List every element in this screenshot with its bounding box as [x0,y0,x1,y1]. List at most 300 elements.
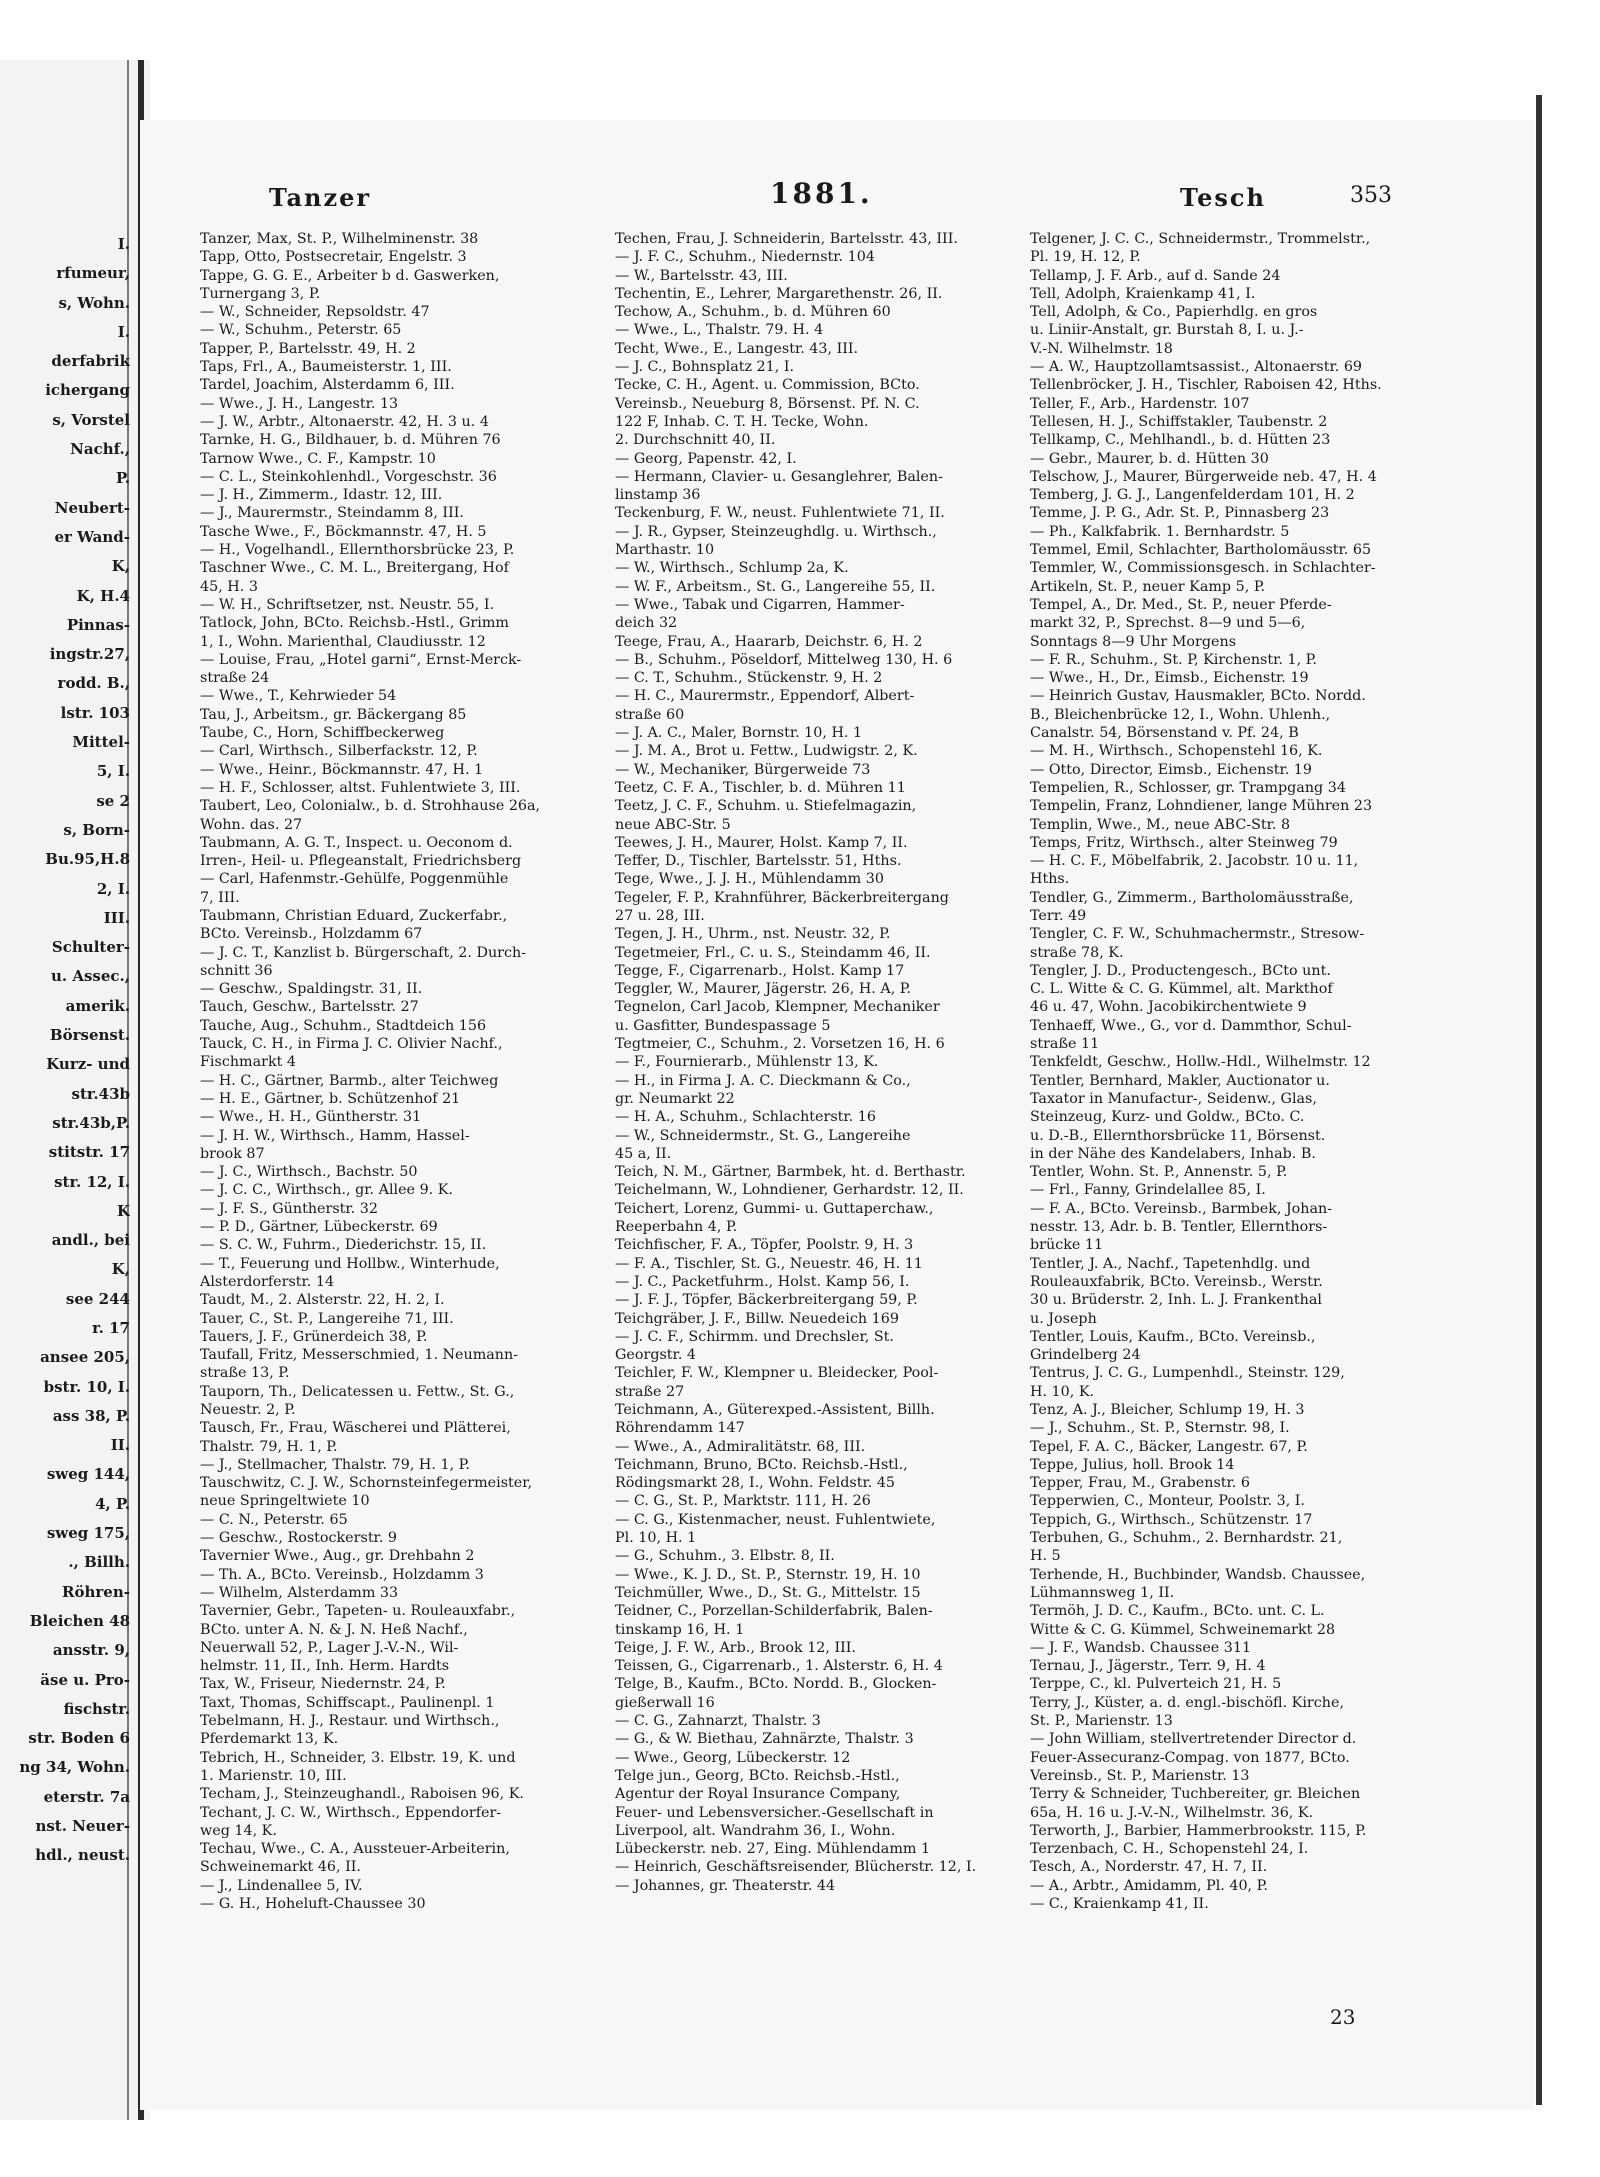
directory-entry-line: Tell, Adolph, & Co., Papierhdlg. en gros [1030,304,1318,321]
directory-entry-line: — F. A., BCto. Vereinsb., Barmbek, Johan- [1030,1200,1333,1217]
directory-entry-line: u. Joseph [1030,1310,1097,1327]
directory-entry-line: Tax, W., Friseur, Niedernstr. 24, P. [200,1676,446,1693]
directory-entry-line: — C. G., St. P., Marktstr. 111, H. 26 [615,1493,871,1510]
directory-entry-line: — F. R., Schuhm., St. P, Kirchenstr. 1, P. [1030,651,1317,668]
directory-entry-line: 2. Durchschnitt 40, II. [615,432,776,449]
directory-entry-line: Teetz, C. F. A., Tischler, b. d. Mühren 11 [615,779,906,796]
directory-entry-line: — P. D., Gärtner, Lübeckerstr. 69 [200,1219,438,1236]
directory-entry-line: Schweinemarkt 46, II. [200,1859,361,1876]
directory-entry-line: linstamp 36 [615,487,701,504]
facing-page-fragment [0,230,130,1871]
directory-entry-line: 30 u. Brüderstr. 2, Inh. L. J. Frankenthal [1030,1292,1322,1309]
directory-entry-line: — Hermann, Clavier- u. Gesanglehrer, Balen- [615,468,943,485]
directory-entry-line: Tellesen, H. J., Schiffstakler, Taubenstr. 2 [1030,413,1328,430]
directory-entry-line: Templin, Wwe., M., neue ABC-Str. 8 [1030,816,1291,833]
facing-page-line: Pinnas- [66,615,130,634]
directory-entry-line: Georgstr. 4 [615,1347,697,1364]
directory-entry-line: — J. C. T., Kanzlist b. Bürgerschaft, 2. Durch- [200,944,527,961]
directory-entry-line: — C., Kraienkamp 41, II. [1030,1896,1209,1913]
directory-entry-line: Tavernier, Gebr., Tapeten- u. Rouleauxfabr., [200,1603,516,1620]
directory-entry-line: — Frl., Fanny, Grindelallee 85, I. [1030,1182,1266,1199]
directory-entry-line: neue Springeltwiete 10 [200,1493,370,1510]
facing-page-line: ng 34, Wohn. [19,1758,130,1777]
directory-entry-line: — Carl, Hafenmstr.-Gehülfe, Poggenmühle [200,871,509,888]
directory-entry-line: Pl. 10, H. 1 [615,1530,697,1547]
directory-entry-line: — H., in Firma J. A. C. Dieckmann & Co., [615,1072,911,1089]
directory-entry-line: nesstr. 13, Adr. b. B. Tentler, Ellernthors- [1030,1219,1328,1236]
directory-entry-line: Pl. 19, H. 12, P. [1030,249,1141,266]
directory-entry-line: Terworth, J., Barbier, Hammerbrookstr. 115, P. [1030,1822,1367,1839]
directory-entry-line: — W., Schneidermstr., St. G., Langereihe [615,1127,911,1144]
directory-entry-line: Tegnelon, Carl Jacob, Klempner, Mechaniker [615,999,940,1016]
directory-entry-line: Termöh, J. D. C., Kaufm., BCto. unt. C. L. [1030,1603,1325,1620]
directory-entry-line: Teckenburg, F. W., neust. Fuhlentwiete 71, II. [615,505,945,522]
directory-entry-line: Neuestr. 2, P. [200,1402,296,1418]
directory-entry-line: Teidner, C., Porzellan-Schilderfabrik, Balen- [615,1603,933,1620]
directory-entry-line: Neuerwall 52, P., Lager J.-V.-N., Wil- [200,1639,459,1656]
directory-entry-line: Telgener, J. C. C., Schneidermstr., Trommelstr., [1030,231,1371,247]
directory-entry-line: — Wwe., H. H., Güntherstr. 31 [200,1109,422,1126]
directory-entry-line: u. D.-B., Ellernthorsbrücke 11, Börsenst. [1030,1127,1326,1144]
facing-page-line: u. Assec., [51,967,130,986]
directory-entry-line: Tauers, J. F., Grünerdeich 38, P. [200,1328,428,1345]
directory-entry-line: neue ABC-Str. 5 [615,816,731,833]
directory-entry-line: Lühmannsweg 1, II. [1030,1584,1175,1601]
directory-entry-line: Tellenbröcker, J. H., Tischler, Raboisen 42, Hths. [1030,377,1382,394]
directory-entry-line: Terry & Schneider, Tuchbereiter, gr. Bleichen [1030,1786,1361,1803]
directory-entry-line: — Wwe., J. H., Langestr. 13 [200,395,399,412]
directory-entry-line: — Heinrich, Geschäftsreisender, Blücherstr. 12, I. [615,1859,977,1876]
directory-column-3 [1030,230,1450,1913]
facing-page-line: er Wand- [54,527,130,546]
directory-entry-line: — H. F., Schlosser, altst. Fuhlentwiete 3, III. [200,779,521,796]
directory-entry-line: Tauck, C. H., in Firma J. C. Olivier Nachf., [200,1036,503,1053]
directory-entry-line: Tesch, A., Norderstr. 47, H. 7, II. [1030,1859,1268,1876]
directory-entry-line: 45 a, II. [615,1145,672,1162]
directory-entry-line: — Ph., Kalkfabrik. 1. Bernhardstr. 5 [1030,523,1290,540]
directory-entry-line: — J. R., Gypser, Steinzeughdlg. u. Wirthsch., [615,523,937,540]
header-year: 1881. [770,177,873,210]
directory-entry-line: u. Liniir-Anstalt, gr. Burstah 8, I. u. J.- [1030,322,1304,339]
directory-entry-line: — Wwe., Tabak und Cigarren, Hammer- [615,596,905,613]
directory-entry-line: — J., Stellmacher, Thalstr. 79, H. 1, P. [200,1456,470,1473]
directory-entry-line: Tapper, P., Bartelsstr. 49, H. 2 [200,340,416,357]
directory-entry-line: — A. W., Hauptzollamtsassist., Altonaerstr. 69 [1030,359,1363,376]
directory-entry-line: Teich, N. M., Gärtner, Barmbek, ht. d. Berthastr. [615,1164,966,1181]
directory-entry-line: — Johannes, gr. Theaterstr. 44 [615,1877,836,1894]
directory-entry-line: — J., Maurermstr., Steindamm 8, III. [200,505,464,522]
directory-entry-line: Teppich, G., Wirthsch., Schützenstr. 17 [1030,1511,1313,1528]
directory-entry-line: H. 5 [1030,1548,1061,1565]
facing-page-line: K, [111,1260,130,1279]
directory-entry-line: — G., & W. Biethau, Zahnärzte, Thalstr. 3 [615,1731,914,1748]
directory-entry-line: 46 u. 47, Wohn. Jacobikirchentwiete 9 [1030,999,1307,1016]
directory-entry-line: Tegen, J. H., Uhrm., nst. Neustr. 32, P. [615,926,891,943]
directory-entry-line: Liverpool, alt. Wandrahm 36, I., Wohn. [615,1822,896,1839]
facing-page-line: hdl., neust. [35,1846,130,1865]
directory-entry-line: — H. A., Schuhm., Schlachterstr. 16 [615,1109,876,1126]
directory-entry-line: Tauschwitz, C. J. W., Schornsteinfegermeister, [200,1475,533,1492]
directory-entry-line: H. 10, K. [1030,1383,1095,1400]
directory-entry-line: Hths. [1030,871,1070,888]
directory-entry-line: Teige, J. F. W., Arb., Brook 12, III. [615,1639,856,1656]
facing-page-line: se 2 [96,791,130,810]
directory-entry-line: in der Nähe des Kandelabers, Inhab. B. [1030,1145,1316,1162]
directory-entry-line: Tauporn, Th., Delicatessen u. Fettw., St. G., [200,1383,515,1400]
directory-entry-line: — Geschw., Spaldingstr. 31, II. [200,981,423,998]
directory-entry-line: Röhrendamm 147 [615,1420,745,1437]
directory-entry-line: Teggler, W., Maurer, Jägerstr. 26, H. A, P. [615,981,912,998]
directory-entry-line: — J. H., Zimmerm., Idastr. 12, III. [200,487,443,504]
header-left-catchword: Tanzer [268,183,372,212]
directory-entry-line: — J. C., Packetfuhrm., Holst. Kamp 56, I. [615,1273,910,1290]
facing-page-line: 2, I. [96,879,130,898]
page-right-edge [1536,95,1542,2105]
directory-entry-line: Tauche, Aug., Schuhm., Stadtdeich 156 [200,1017,487,1034]
directory-entry-line: Artikeln, St. P., neuer Kamp 5, P. [1030,578,1266,595]
directory-entry-line: Tentler, Wohn. St. P., Annenstr. 5, P. [1030,1164,1288,1181]
directory-entry-line: Thalstr. 79, H. 1, P. [200,1438,338,1455]
directory-entry-line: — S. C. W., Fuhrm., Diederichstr. 15, II. [200,1237,487,1254]
directory-entry-line: — W., Mechaniker, Bürgerweide 73 [615,761,871,778]
directory-entry-line: Wohn. das. 27 [200,816,303,833]
directory-entry-line: — J. H. W., Wirthsch., Hamm, Hassel- [200,1127,470,1144]
directory-entry-line: Temme, J. P. G., Adr. St. P., Pinnasberg 23 [1030,505,1330,522]
directory-entry-line: Tengler, J. D., Productengesch., BCto unt. [1030,962,1331,979]
facing-page-line: II. [110,1436,130,1455]
facing-page-line: Nachf., [70,440,130,459]
facing-page-line: ., Billh. [68,1553,130,1572]
directory-entry-line: Rouleauxfabrik, BCto. Vereinsb., Werstr. [1030,1273,1323,1290]
facing-page-line: rfumeur, [56,264,130,283]
header-right-catchword: Tesch [1180,183,1266,212]
directory-entry-line: — M. H., Wirthsch., Schopenstehl 16, K. [1030,743,1323,760]
directory-entry-line: — J. A. C., Maler, Bornstr. 10, H. 1 [615,725,863,742]
directory-entry-line: — C. G., Zahnarzt, Thalstr. 3 [615,1713,821,1730]
directory-entry-line: Teichert, Lorenz, Gummi- u. Guttaperchaw., [615,1200,934,1217]
directory-entry-line: Techt, Wwe., E., Langestr. 43, III. [615,340,859,357]
directory-entry-line: Terry, J., Küster, a. d. engl.-bischöfl. Kirche, [1030,1694,1344,1711]
facing-page-line: s, Wohn. [58,293,130,312]
facing-page-line: K, H.4 [76,586,130,605]
directory-entry-line: BCto. Vereinsb., Holzdamm 67 [200,926,423,943]
directory-entry-line: — Wwe., T., Kehrwieder 54 [200,688,397,705]
directory-entry-line: Tentler, J. A., Nachf., Tapetenhdlg. und [1030,1255,1311,1272]
directory-entry-line: straße 60 [615,706,685,723]
directory-entry-line: Techant, J. C. W., Wirthsch., Eppendorfer- [200,1804,502,1821]
directory-entry-line: — Wwe., H., Dr., Eimsb., Eichenstr. 19 [1030,670,1309,687]
signature-mark: 23 [1330,2005,1356,2029]
directory-entry-line: Techow, A., Schuhm., b. d. Mühren 60 [615,304,891,321]
directory-entry-line: — Wwe., A., Admiralitätstr. 68, III. [615,1438,866,1455]
directory-entry-line: Terzenbach, C. H., Schopenstehl 24, I. [1030,1841,1309,1858]
directory-entry-line: Grindelberg 24 [1030,1347,1141,1364]
directory-entry-line: — J. F. S., Güntherstr. 32 [200,1200,378,1217]
directory-entry-line: — H. C., Maurermstr., Eppendorf, Albert- [615,688,915,705]
directory-entry-line: — Carl, Wirthsch., Silberfackstr. 12, P. [200,743,478,760]
directory-entry-line: Tellamp, J. F. Arb., auf d. Sande 24 [1030,267,1281,284]
facing-page-line: K [116,1201,130,1220]
directory-entry-line: Rödingsmarkt 28, I., Wohn. Feldstr. 45 [615,1475,896,1492]
directory-entry-line: Teller, F., Arb., Hardenstr. 107 [1030,395,1250,412]
directory-entry-line: Temberg, J. G. J., Langenfelderdam 101, H. 2 [1030,487,1355,504]
directory-entry-line: — J. M. A., Brot u. Fettw., Ludwigstr. 2, K. [615,743,918,760]
facing-page-line: Röhren- [62,1582,130,1601]
directory-entry-line: Witte & C. G. Kümmel, Schweinemarkt 28 [1030,1621,1336,1638]
directory-entry-line: V.-N. Wilhelmstr. 18 [1030,340,1173,357]
directory-entry-line: — C. T., Schuhm., Stückenstr. 9, H. 2 [615,670,883,687]
directory-entry-line: u. Gasfitter, Bundespassage 5 [615,1017,831,1034]
directory-entry-line: — Wwe., Heinr., Böckmannstr. 47, H. 1 [200,761,484,778]
directory-entry-line: Canalstr. 54, Börsenstand v. Pf. 24, B [1030,725,1299,742]
facing-page-line: P. [115,469,130,488]
directory-entry-line: — Louise, Frau, „Hotel garni“, Ernst-Merck- [200,651,522,668]
directory-entry-line: helmstr. 11, II., Inh. Herm. Hardts [200,1658,450,1675]
directory-entry-line: Tatlock, John, BCto. Reichsb.-Hstl., Grimm [200,615,509,632]
facing-page-line: I. [117,322,130,341]
directory-entry-line: Teichmann, Bruno, BCto. Reichsb.-Hstl., [615,1456,908,1473]
facing-page-line: see 244 [65,1289,130,1308]
directory-entry-line: Agentur der Royal Insurance Company, [615,1786,901,1803]
facing-page-line: fischstr. [63,1699,130,1718]
directory-entry-line: Vereinsb., Neueburg 8, Börsenst. Pf. N. C. [615,395,920,412]
facing-page-line: 4, P. [95,1494,130,1513]
directory-entry-line: Tavernier Wwe., Aug., gr. Drehbahn 2 [200,1548,475,1565]
directory-entry-line: Taubert, Leo, Colonialw., b. d. Strohhause 26a, [200,798,541,815]
directory-entry-line: Taube, C., Horn, Schiffbeckerweg [200,725,445,742]
directory-entry-line: Tegetmeier, Frl., C. u. S., Steindamm 46, II. [615,944,931,961]
directory-column-2 [615,230,1025,1895]
facing-page-line: str. Boden 6 [28,1729,130,1748]
facing-page-line: s, Vorstel [52,410,130,429]
directory-entry-line: gr. Neumarkt 22 [615,1090,735,1107]
directory-entry-line: straße 11 [1030,1036,1100,1053]
directory-entry-line: Tenz, A. J., Bleicher, Schlump 19, H. 3 [1030,1402,1305,1418]
directory-entry-line: — H. E., Gärtner, b. Schützenhof 21 [200,1090,461,1107]
directory-entry-line: Teppe, Julius, holl. Brook 14 [1030,1456,1235,1473]
facing-page-line: Bleichen 48 [29,1611,130,1630]
directory-entry-line: C. L. Witte & C. G. Kümmel, alt. Markthof [1030,981,1333,998]
directory-entry-line: Teewes, J. H., Maurer, Holst. Kamp 7, II. [615,834,908,851]
facing-page-line: nst. Neuer- [35,1817,130,1836]
directory-entry-line: Temmel, Emil, Schlachter, Bartholomäusstr. 65 [1030,542,1372,559]
facing-page-line: Neubert- [54,498,130,517]
directory-entry-line: — J. W., Arbtr., Altonaerstr. 42, H. 3 u. 4 [200,413,489,430]
directory-entry-line: Tardel, Joachim, Alsterdamm 6, III. [200,377,455,394]
directory-entry-line: Teichgräber, J. F., Billw. Neuedeich 169 [615,1310,899,1327]
directory-entry-line: — J. C., Bohnsplatz 21, I. [615,359,795,376]
directory-entry-line: Tempel, A., Dr. Med., St. P., neuer Pferde- [1030,596,1332,613]
directory-entry-line: — G., Schuhm., 3. Elbstr. 8, II. [615,1548,835,1565]
facing-page-line: str.43b [71,1084,130,1103]
directory-entry-line: — J. C. C., Wirthsch., gr. Allee 9. K. [200,1182,453,1199]
directory-entry-line: Turnergang 3, P. [200,285,321,302]
directory-entry-line: Tellkamp, C., Mehlhandl., b. d. Hütten 23 [1030,432,1331,449]
directory-entry-line: St. P., Marienstr. 13 [1030,1713,1173,1730]
directory-entry-line: gießerwall 16 [615,1694,715,1711]
directory-entry-line: 7, III. [200,889,240,906]
directory-entry-line: — Gebr., Maurer, b. d. Hütten 30 [1030,450,1269,467]
facing-page-line: str.43b,P. [52,1113,130,1132]
directory-entry-line: Teichfischer, F. A., Töpfer, Poolstr. 9, H. 3 [615,1237,914,1254]
directory-entry-line: Tarnke, H. G., Bildhauer, b. d. Mühren 76 [200,432,501,449]
directory-entry-line: — A., Arbtr., Amidamm, Pl. 40, P. [1030,1877,1268,1894]
facing-page-line: I. [117,235,130,253]
directory-entry-line: Terbuhen, G., Schuhm., 2. Bernhardstr. 21, [1030,1530,1343,1547]
directory-entry-line: deich 32 [615,615,678,632]
facing-page-line: sweg 144, [46,1465,130,1484]
directory-entry-line: — J. C., Wirthsch., Bachstr. 50 [200,1164,418,1181]
directory-entry-line: Taubmann, Christian Eduard, Zuckerfabr., [200,907,508,924]
directory-entry-line: Tenhaeff, Wwe., G., vor d. Dammthor, Schul- [1030,1017,1352,1034]
directory-entry-line: — W., Wirthsch., Schlump 2a, K. [615,560,849,577]
directory-entry-line: Alsterdorferstr. 14 [200,1273,335,1290]
page-number: 353 [1350,183,1392,208]
directory-entry-line: — Wwe., Georg, Lübeckerstr. 12 [615,1749,851,1766]
facing-page-line: sweg 175, [46,1524,130,1543]
directory-entry-line: — Geschw., Rostockerstr. 9 [200,1530,398,1547]
facing-page-line: Mittel- [72,733,130,752]
directory-entry-line: — Wwe., K. J. D., St. P., Sternstr. 19, H. 10 [615,1566,921,1583]
facing-page-line: ichergang [45,381,130,400]
directory-entry-line: Taxator in Manufactur-, Seidenw., Glas, [1030,1090,1317,1107]
facing-page-line: derfabrik [51,352,130,371]
directory-entry-line: Tendler, G., Zimmerm., Bartholomäusstraße, [1030,889,1354,906]
directory-entry-line: Tebelmann, H. J., Restaur. und Wirthsch., [200,1713,500,1730]
directory-entry-line: Tausch, Fr., Frau, Wäscherei und Plätterei, [200,1420,511,1437]
directory-entry-line: Tentrus, J. C. G., Lumpenhdl., Steinstr. 129, [1030,1365,1345,1382]
facing-page-line: III. [103,908,130,927]
directory-entry-line: — J. F. J., Töpfer, Bäckerbreitergang 59, P. [615,1292,918,1309]
directory-entry-line: — Th. A., BCto. Vereinsb., Holzdamm 3 [200,1566,484,1583]
facing-page-line: Bu.95,H.8 [45,850,130,869]
directory-entry-line: Tanzer, Max, St. P., Wilhelminenstr. 38 [200,231,479,247]
directory-entry-line: 1. Marienstr. 10, III. [200,1767,347,1784]
facing-page-line: Kurz- und [46,1055,130,1074]
directory-entry-line: Tapp, Otto, Postsecretair, Engelstr. 3 [200,249,467,266]
directory-entry-line: 122 F, Inhab. C. T. H. Tecke, Wohn. [615,413,869,430]
directory-entry-line: Taufall, Fritz, Messerschmied, 1. Neumann- [200,1347,519,1364]
directory-entry-line: — Wwe., L., Thalstr. 79. H. 4 [615,322,824,339]
directory-entry-line: Tell, Adolph, Kraienkamp 41, I. [1030,285,1256,302]
directory-entry-line: 45, H. 3 [200,578,258,595]
directory-entry-line: — Otto, Director, Eimsb., Eichenstr. 19 [1030,761,1312,778]
directory-entry-line: — F. A., Tischler, St. G., Neuestr. 46, H. 11 [615,1255,923,1272]
directory-entry-line: — John William, stellvertretender Director d. [1030,1731,1357,1748]
directory-entry-line: Terhende, H., Buchbinder, Wandsb. Chaussee, [1030,1566,1366,1583]
directory-entry-line: Terppe, C., kl. Pulverteich 21, H. 5 [1030,1676,1282,1693]
directory-entry-line: Tenkfeldt, Geschw., Hollw.-Hdl., Wilhelmstr. 12 [1030,1054,1371,1071]
directory-entry-line: Marthastr. 10 [615,542,715,559]
directory-entry-line: Vereinsb., St. P., Marienstr. 13 [1030,1767,1250,1784]
facing-page-line: ingstr.27, [49,645,130,664]
facing-page-line: K, [111,557,130,576]
directory-entry-line: Teege, Frau, A., Haararb, Deichstr. 6, H. 2 [615,633,923,650]
directory-entry-line: Telschow, J., Maurer, Bürgerweide neb. 47, H. 4 [1030,468,1377,485]
facing-page-line: r. 17 [92,1318,130,1337]
directory-entry-line: Tebrich, H., Schneider, 3. Elbstr. 19, K. und [200,1749,516,1766]
directory-entry-line: Teichmann, A., Güterexped.-Assistent, Billh. [615,1402,935,1418]
directory-entry-line: — C. N., Peterstr. 65 [200,1511,348,1528]
directory-entry-line: — H., Vogelhandl., Ellernthorsbrücke 23, P. [200,542,515,559]
directory-entry-line: Tauch, Geschw., Bartelsstr. 27 [200,999,419,1016]
directory-entry-line: — Wilhelm, Alsterdamm 33 [200,1584,399,1601]
facing-page-line: bstr. 10, I. [43,1377,130,1396]
directory-entry-line: Tepper, Frau, M., Grabenstr. 6 [1030,1475,1250,1492]
directory-entry-line: — W., Schneider, Repsoldstr. 47 [200,304,430,321]
directory-entry-line: Tengler, C. F. W., Schuhmachermstr., Stresow- [1030,926,1365,943]
directory-entry-line: Tege, Wwe., J. J. H., Mühlendamm 30 [615,871,884,888]
directory-entry-line: straße 78, K. [1030,944,1124,961]
directory-entry-line: Feuer-Assecuranz-Compag. von 1877, BCto. [1030,1749,1350,1766]
directory-entry-line: — W. F., Arbeitsm., St. G., Langereihe 55, II. [615,578,936,595]
directory-entry-line: Techau, Wwe., C. A., Aussteuer-Arbeiterin, [200,1841,510,1858]
directory-entry-line: Terr. 49 [1030,907,1087,924]
directory-entry-line: Tappe, G. G. E., Arbeiter b d. Gaswerken, [200,267,500,284]
directory-entry-line: 65a, H. 16 u. J.-V.-N., Wilhelmstr. 36, K. [1030,1804,1314,1821]
directory-entry-line: Pferdemarkt 13, K. [200,1731,339,1748]
facing-page-line: stitstr. 17 [48,1143,130,1162]
directory-entry-line: Taubmann, A. G. T., Inspect. u. Oeconom d. [200,834,513,851]
directory-entry-line: — F., Fournierarb., Mühlenstr 13, K. [615,1054,879,1071]
facing-page-line: rodd. B., [57,674,130,693]
directory-entry-line: Tauer, C., St. P., Langereihe 71, III. [200,1310,454,1327]
page-header [200,177,1500,223]
directory-entry-line: Tepperwien, C., Monteur, Poolstr. 3, I. [1030,1493,1305,1510]
directory-entry-line: Feuer- und Lebensversicher.-Gesellschaft in [615,1804,934,1821]
directory-entry-line: Taps, Frl., A., Baumeisterstr. 1, III. [200,359,452,376]
facing-page-line: äse u. Pro- [40,1670,130,1689]
directory-entry-line: straße 24 [200,670,270,687]
facing-page-line: s, Born- [63,820,130,839]
directory-entry-line: brücke 11 [1030,1237,1104,1254]
directory-entry-line: — J. F., Wandsb. Chaussee 311 [1030,1639,1252,1656]
directory-entry-line: Ternau, J., Jägerstr., Terr. 9, H. 4 [1030,1658,1266,1675]
directory-entry-line: Temmler, W., Commissionsgesch. in Schlachter- [1030,560,1376,577]
directory-entry-line: — J., Schuhm., St. P., Sternstr. 98, I. [1030,1420,1290,1437]
directory-entry-line: Steinzeug, Kurz- und Goldw., BCto. C. [1030,1109,1305,1126]
directory-entry-line: Tempelin, Franz, Lohndiener, lange Mühren 23 [1030,798,1373,815]
facing-page-line: ansstr. 9, [52,1641,130,1660]
directory-entry-line: — C. L., Steinkohlenhdl., Vorgeschstr. 36 [200,468,497,485]
directory-entry-line: Teichler, F. W., Klempner u. Bleidecker, Pool- [615,1365,939,1382]
directory-entry-line: Tegge, F., Cigarrenarb., Holst. Kamp 17 [615,962,905,979]
directory-entry-line: — G. H., Hoheluft-Chaussee 30 [200,1896,426,1913]
facing-page-line: eterstr. 7a [43,1787,130,1806]
directory-entry-line: markt 32, P., Sprechst. 8—9 und 5—6, [1030,615,1306,632]
directory-entry-line: straße 27 [615,1383,685,1400]
facing-page-line: ansee 205, [40,1348,130,1367]
directory-entry-line: Tasche Wwe., F., Böckmannstr. 47, H. 5 [200,523,487,540]
facing-page-line: amerik. [65,996,130,1015]
facing-page-line: 5, I. [96,762,130,781]
directory-entry-line: weg 14, K. [200,1822,277,1839]
directory-entry-line: — H. C. F., Möbelfabrik, 2. Jacobstr. 10 u. 11, [1030,853,1359,870]
directory-entry-line: Teffer, D., Tischler, Bartelsstr. 51, Hths. [615,853,902,870]
directory-entry-line: schnitt 36 [200,962,273,979]
directory-entry-line: brook 87 [200,1145,265,1162]
directory-entry-line: — Heinrich Gustav, Hausmakler, BCto. Nordd. [1030,688,1366,705]
facing-page-line: Börsenst. [49,1026,130,1045]
directory-entry-line: — Georg, Papenstr. 42, I. [615,450,797,467]
directory-entry-line: 27 u. 28, III. [615,907,705,924]
directory-entry-line: Teetz, J. C. F., Schuhm. u. Stiefelmagazin, [615,798,917,815]
directory-entry-line: Lübeckerstr. neb. 27, Eing. Mühlendamm 1 [615,1841,931,1858]
facing-page-line: Schulter- [51,938,130,957]
directory-entry-line: Temps, Fritz, Wirthsch., alter Steinweg 79 [1030,834,1338,851]
directory-entry-line: — B., Schuhm., Pöseldorf, Mittelweg 130, H. 6 [615,651,953,668]
directory-entry-line: Irren-, Heil- u. Pflegeanstalt, Friedrichsberg [200,853,522,870]
